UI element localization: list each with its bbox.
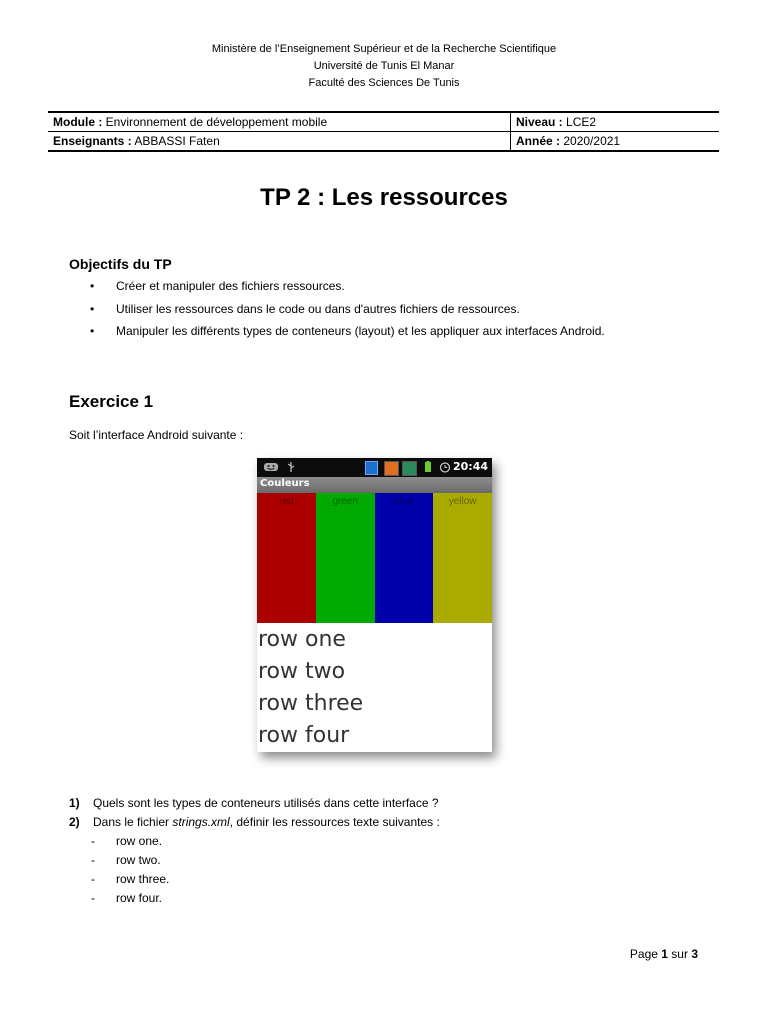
bullet-icon: • — [90, 324, 95, 338]
sub-item-text: row one. — [116, 834, 163, 848]
bullet-icon: • — [90, 301, 95, 316]
dash-marker: - — [91, 853, 95, 867]
page-title: TP 2 : Les ressources — [260, 184, 508, 211]
app-notification-icon — [402, 461, 417, 476]
module-cell — [48, 112, 511, 132]
question-number: 1) — [69, 796, 80, 810]
color-column-yellow: yellow — [433, 493, 492, 623]
list-item-text: Créer et manipuler des fichiers ressources. — [116, 279, 345, 293]
color-column-red: red — [257, 493, 316, 623]
enseignants-cell — [48, 132, 511, 152]
app-notification-icon — [365, 461, 378, 475]
niveau-label: Niveau : — [516, 115, 563, 129]
color-columns — [257, 493, 492, 623]
university-line: Université de Tunis El Manar — [313, 60, 455, 72]
dash-marker: - — [91, 872, 95, 886]
status-time: 20:44 — [452, 460, 488, 473]
app-notification-icon — [384, 461, 399, 476]
bullet-icon: • — [90, 279, 95, 293]
list-item-text: Utiliser les ressources dans le code ou dans d'autres fichiers de ressources. — [116, 301, 520, 316]
enseignants-value: ABBASSI Faten — [134, 134, 220, 148]
exercice-intro: Soit l’interface Android suivante : — [69, 428, 244, 442]
file-name: strings.xml — [172, 815, 230, 829]
page-separator: sur — [671, 947, 688, 961]
question-text-part: Dans le fichier — [93, 815, 173, 829]
module-label: Module : — [53, 115, 103, 129]
alarm-clock-icon — [439, 461, 451, 473]
page-current: 1 — [661, 947, 668, 961]
sub-item — [69, 833, 440, 852]
questions-list — [69, 795, 440, 909]
niveau-cell — [511, 112, 720, 132]
list-item — [90, 323, 605, 346]
module-value: Environnement de développement mobile — [105, 115, 328, 129]
list-item: row four — [258, 723, 350, 748]
color-column-green: green — [316, 493, 375, 623]
annee-value: 2020/2021 — [563, 134, 621, 148]
question-text-part: , définir les ressources texte suivantes : — [229, 815, 440, 829]
list-item: row two — [258, 659, 346, 684]
page-label: Page — [629, 947, 658, 961]
question-number: 2) — [69, 815, 80, 829]
question-item — [69, 814, 440, 833]
niveau-value: LCE2 — [566, 115, 597, 129]
institution-header — [0, 41, 768, 92]
objectifs-list — [90, 278, 605, 346]
question-text: Quels sont les types de conteneurs utilisés dans cette interface ? — [93, 796, 439, 810]
dash-marker: - — [91, 834, 95, 848]
question-item — [69, 795, 440, 814]
sub-item-text: row four. — [116, 891, 163, 905]
annee-cell — [511, 132, 720, 152]
course-info-table — [48, 111, 719, 152]
smiley-notification-icon — [263, 461, 279, 473]
list-item — [90, 301, 605, 324]
app-title-bar — [257, 477, 492, 493]
sub-item — [69, 852, 440, 871]
faculty-line: Faculté des Sciences De Tunis — [308, 77, 460, 89]
exercice-heading: Exercice 1 — [69, 392, 154, 411]
page-number — [630, 947, 698, 961]
question-text — [93, 814, 440, 833]
annee-label: Année : — [516, 134, 561, 148]
objectifs-heading: Objectifs du TP — [69, 256, 172, 272]
ministry-line: Ministère de l’Enseignement Supérieur et de la Recherche Scientifique — [211, 43, 557, 55]
list-item: row one — [258, 627, 346, 652]
app-title: Couleurs — [260, 478, 310, 489]
battery-icon — [423, 461, 433, 473]
status-bar — [257, 458, 492, 477]
list-item: row three — [258, 691, 364, 716]
usb-icon — [285, 461, 297, 473]
sub-item — [69, 890, 440, 909]
color-column-blue: blue — [375, 493, 434, 623]
list-item-text: Manipuler les différents types de conteneurs (layout) et les appliquer aux interfaces Android. — [116, 324, 605, 338]
list-item — [90, 278, 605, 301]
sub-item-text: row two. — [116, 853, 161, 867]
enseignants-label: Enseignants : — [53, 134, 132, 148]
android-screenshot — [257, 458, 492, 752]
sub-item — [69, 871, 440, 890]
row-list — [257, 624, 492, 752]
sub-item-text: row three. — [116, 872, 170, 886]
page-total: 3 — [691, 947, 698, 961]
dash-marker: - — [91, 891, 95, 905]
